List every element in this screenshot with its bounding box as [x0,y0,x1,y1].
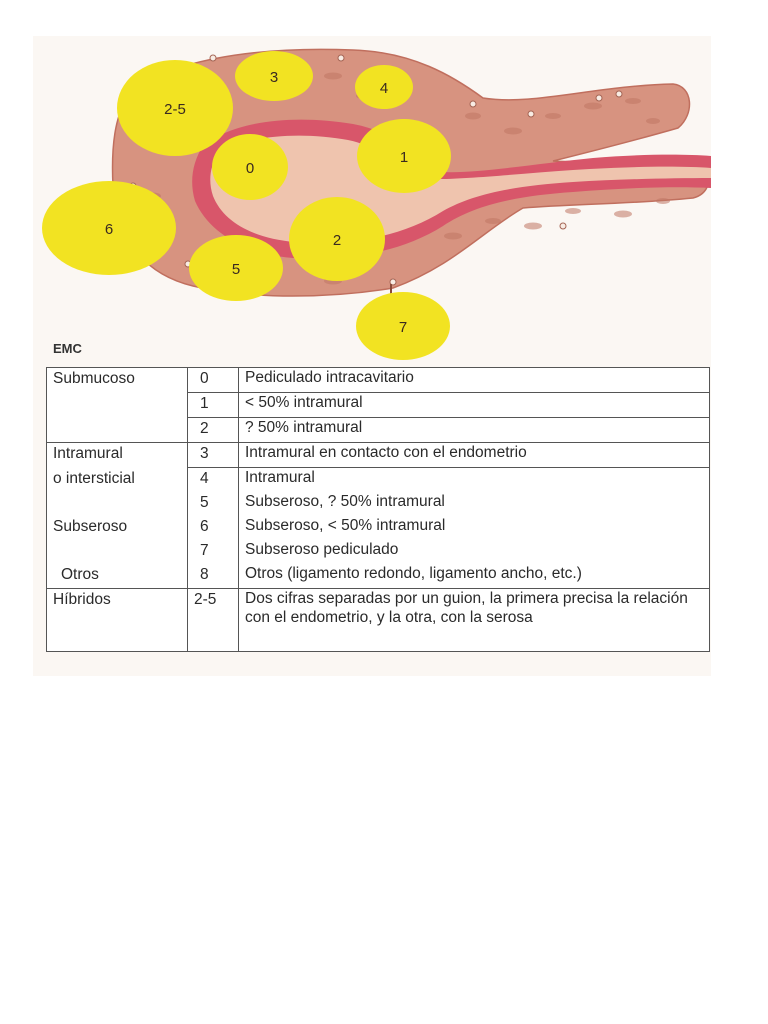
description-cell: Otros (ligamento redondo, ligamento ancho, etc.) [239,564,710,589]
marker-4 [355,65,413,109]
table-row [47,418,710,443]
marker-2 [289,197,385,281]
description-cell: ? 50% intramural [239,418,710,443]
code-cell: 5 [188,492,239,516]
figure-panel [33,36,711,676]
category-cell [47,418,188,443]
description-cell: Subseroso, ? 50% intramural [239,492,710,516]
marker-label: 2-5 [164,101,186,118]
marker-6 [42,181,176,275]
description-cell: Subseroso, < 50% intramural [239,516,710,540]
code-cell: 6 [188,516,239,540]
emc-logo: EMC [53,341,82,356]
table-row [47,589,710,652]
category-cell: Otros [47,564,188,589]
code-cell: 3 [188,443,239,468]
marker-7 [356,292,450,360]
description-cell: Subseroso pediculado [239,540,710,564]
marker-label: 4 [379,80,389,97]
classification-table [46,367,710,652]
category-cell [47,540,188,564]
marker-label: 3 [269,69,279,86]
category-cell: Submucoso [47,368,188,393]
marker-label: 2 [332,232,342,249]
description-cell: Intramural en contacto con el endometrio [239,443,710,468]
code-cell: 4 [188,468,239,493]
marker-label: 6 [104,221,114,238]
marker-label: 1 [399,149,409,166]
marker-2-5 [117,60,233,156]
description-cell: Pediculado intracavitario [239,368,710,393]
code-cell: 2 [188,418,239,443]
marker-0 [212,134,288,200]
marker-label: 5 [231,261,241,278]
table-row [47,564,710,589]
code-cell: 2-5 [188,589,239,652]
table-row [47,540,710,564]
table-row [47,516,710,540]
category-cell: o intersticial [47,468,188,493]
table-row [47,492,710,516]
table-row [47,368,710,393]
marker-3 [235,51,313,101]
marker-5 [189,235,283,301]
category-cell [47,492,188,516]
description-cell: < 50% intramural [239,393,710,418]
code-cell: 7 [188,540,239,564]
description-cell: Dos cifras separadas por un guion, la primera precisa la relación con el endometrio, y la otra, con la serosa [239,589,710,652]
table-row [47,393,710,418]
code-cell: 0 [188,368,239,393]
code-cell: 1 [188,393,239,418]
description-cell: Intramural [239,468,710,493]
category-cell [47,393,188,418]
code-cell: 8 [188,564,239,589]
category-cell: Subseroso [47,516,188,540]
table-row [47,443,710,468]
table-row [47,468,710,493]
category-cell: Intramural [47,443,188,468]
marker-1 [357,119,451,193]
marker-label: 7 [398,319,408,336]
uterus-diagram [33,36,711,366]
marker-label: 0 [245,160,255,177]
category-cell: Híbridos [47,589,188,652]
